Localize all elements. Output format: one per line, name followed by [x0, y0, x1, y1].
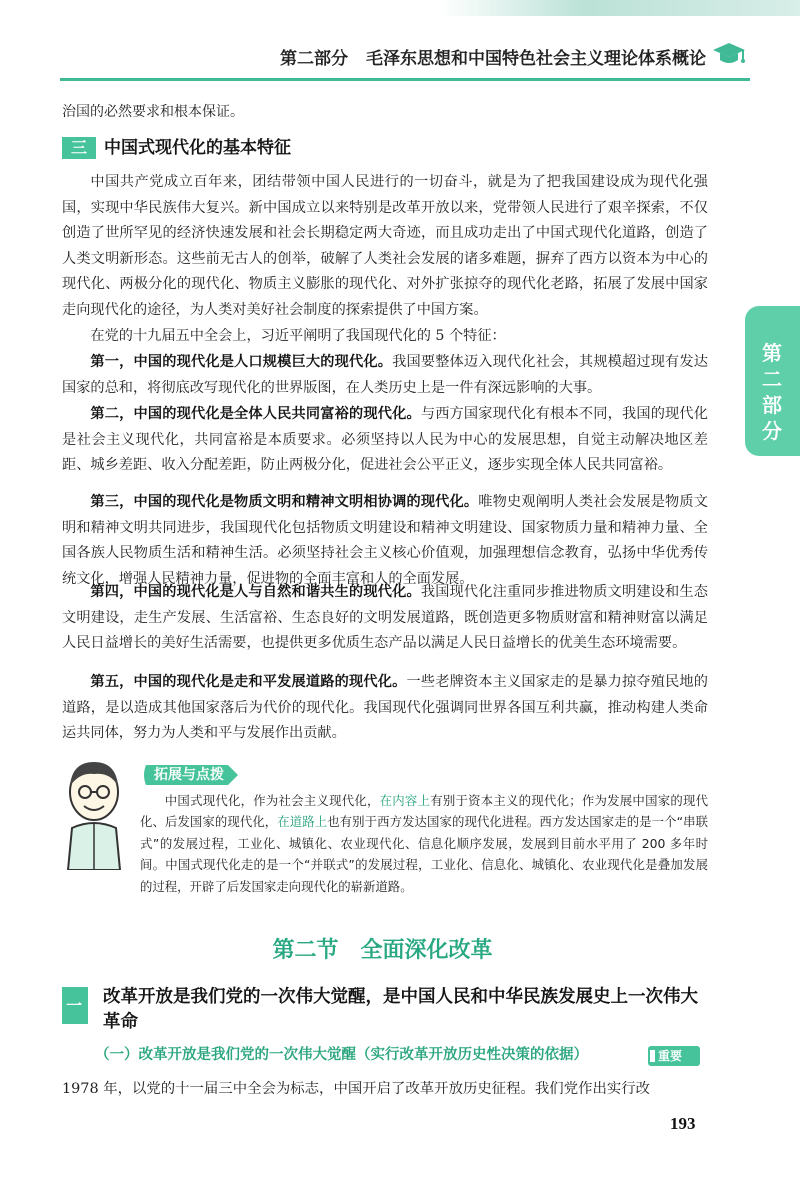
page-number: 193 [670, 1114, 696, 1133]
side-tab-part-two [745, 306, 800, 456]
section-title-reform [0, 933, 765, 964]
header-part: 第二部分 [280, 49, 348, 69]
point-title: （一）改革开放是我们党的一次伟大觉醒（实行改革开放历史性决策的依据） [95, 1046, 588, 1063]
graduation-cap-icon [712, 40, 746, 68]
paragraph-five-features: 在党的十九届五中全会上，习近平阐明了我国现代化的 5 个特征： [90, 328, 506, 344]
paragraph-intro: 中国共产党成立百年来，团结带领中国人民进行的一切奋斗，就是为了把我国建设成为现代化强国，实现中华民族伟大复兴。新中国成立以来特别是改革开放以来，党带领人民进行了艰辛探索，不仅创造了世所罕见的经济快速发展和社会长期稳定两大奇迹，而且成功走出了中国式现代化道路，创造了人类文明新形态。这些前无古人的创举，破解了人类社会发展的诸多难题，摒弃了西方以资本为中心的现代化、两极分化的现代化、物质主义膨胀的现代化、对外扩张掠夺的现代化老路，拓展了发展中国家走向现代化的途径，为人类对美好社会制度的探索提供了中国方案。 [62, 174, 708, 318]
side-tab-label: 第二部分 [762, 341, 782, 443]
continuation-text: 治国的必然要求和根本保证。 [62, 104, 244, 120]
last-line: 1978 年，以党的十一届三中全会为标志，中国开启了改革开放历史征程。我们党作出实行改 [62, 1081, 651, 1097]
callout-part-1: 中国式现代化，作为社会主义现代化， [164, 793, 380, 808]
subsection-number: 一 [66, 996, 83, 1015]
section-title: 中国式现代化的基本特征 [104, 138, 291, 158]
feature-1 [62, 350, 708, 401]
feature-5 [62, 670, 708, 747]
feature-2-lead: 第二，中国的现代化是全体人民共同富裕的现代化。 [90, 406, 421, 422]
feature-5-lead: 第五，中国的现代化是走和平发展道路的现代化。 [90, 674, 407, 690]
section-number: 第二节 [272, 938, 339, 963]
callout-tag [140, 763, 240, 787]
header-decor-band [440, 0, 800, 16]
callout-tag-label: 拓展与点拨 [154, 767, 224, 783]
feature-3 [62, 490, 708, 592]
callout-part-2: 有别于资本主义的现代化；作为发展中国家的现代化、后发国家的现代化， [140, 793, 709, 830]
teacher-avatar-icon [58, 752, 130, 870]
section-number-badge: 三 [62, 137, 96, 159]
callout-highlight-path: 在道路上 [277, 814, 328, 830]
important-badge-label: 重要 [658, 1049, 683, 1063]
subsection-badge [62, 987, 88, 1024]
feature-4-lead: 第四，中国的现代化是人与自然和谐共生的现代化。 [90, 584, 421, 600]
feature-3-lead: 第三，中国的现代化是物质文明和精神文明相协调的现代化。 [90, 494, 479, 510]
callout-text [140, 790, 708, 897]
feature-3-body: 唯物史观阐明人类社会发展是物质文明和精神文明共同进步，我国现代化包括物质文明建设和精神文明建设、国家物质力量和精神力量、全国各族人民物质生活和精神生活。必须坚持社会主义核心价值观，加强理想信念教育，弘扬中华优秀传统文化，增强人民精神力量，促进物的全面丰富和人的全面发展。 [62, 494, 708, 587]
feature-4 [62, 580, 708, 657]
feature-2 [62, 402, 708, 479]
callout-highlight-content: 在内容上 [379, 793, 431, 808]
feature-2-body: 与西方国家现代化有根本不同，我国的现代化是社会主义现代化，共同富裕是本质要求。必须坚持以人民为中心的发展思想，自觉主动解决地区差距、城乡差距、收入分配差距，防止两极分化，促进社会公平正义，逐步实现全体人民共同富裕。 [62, 406, 708, 474]
feature-1-body: 我国要整体迈入现代化社会，其规模超过现有发达国家的总和，将彻底改写现代化的世界版图，在人类历史上是一件有深远影响的大事。 [62, 354, 708, 396]
subsection-title: 改革开放是我们党的一次伟大觉醒，是中国人民和中华民族发展史上一次伟大革命 [103, 987, 698, 1032]
feature-5-body: 一些老牌资本主义国家走的是暴力掠夺殖民地的道路，是以造成其他国家落后为代价的现代化。我国现代化强调同世界各国互利共赢，推动构建人类命运共同体，努力为人类和平与发展作出贡献。 [62, 674, 708, 742]
callout-part-3: 也有别于西方发达国家的现代化进程。西方发达国家走的是一个“串联式”的发展过程，工业化、城镇化、农业现代化、信息化顺序发展，发展到目前水平用了 200 多年时间。中国式现代化走的是一个“并联式”的发展过程，工业化、信息化、城镇化、农业现代化是叠加发展的过程，开辟了后发国家走向现代化的崭新道路。 [140, 814, 709, 894]
header-book-title: 毛泽东思想和中国特色社会主义理论体系概论 [366, 49, 706, 69]
running-header [280, 44, 710, 69]
feature-1-lead: 第一，中国的现代化是人口规模巨大的现代化。 [90, 354, 393, 370]
badge-notch [650, 1050, 655, 1062]
important-badge [648, 1046, 700, 1066]
section-name: 全面深化改革 [360, 938, 493, 963]
feature-4-body: 我国现代化注重同步推进物质文明建设和生态文明建设，走生产发展、生活富裕、生态良好的文明发展道路，既创造更多物质财富和精神财富以满足人民日益增长的美好生活需要，也提供更多优质生态产品以满足人民日益增长的优美生态环境需要。 [62, 584, 708, 652]
header-rule [60, 78, 750, 81]
